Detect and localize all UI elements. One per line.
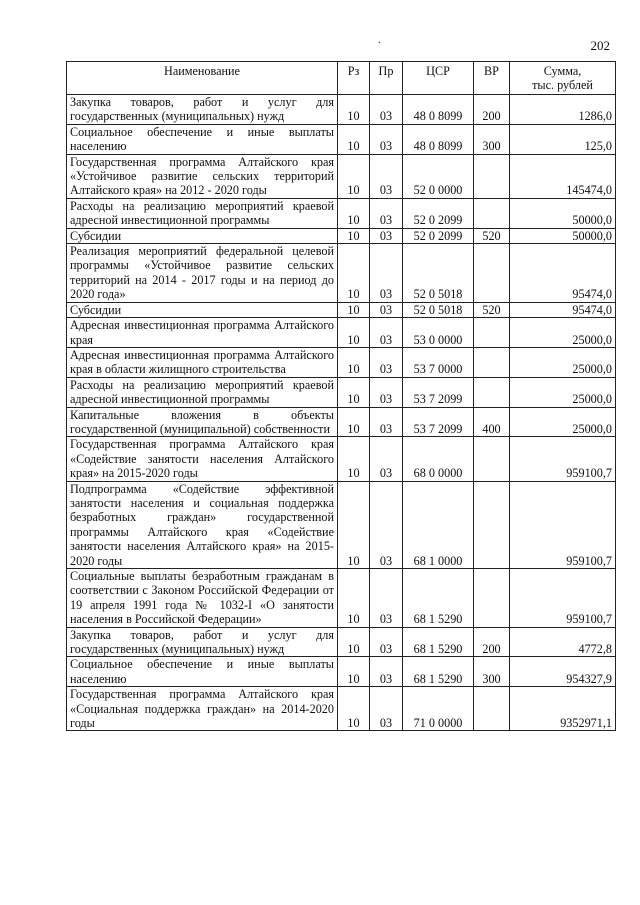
cell-pr: 03 xyxy=(370,228,403,243)
cell-pr: 03 xyxy=(370,318,403,348)
cell-sum: 959100,7 xyxy=(510,437,616,481)
cell-name: Закупка товаров, работ и услуг для государственных (муниципальных) нужд xyxy=(67,627,338,657)
cell-vr: 300 xyxy=(474,124,510,154)
cell-pr: 03 xyxy=(370,481,403,568)
cell-sum: 9352971,1 xyxy=(510,687,616,731)
cell-csr: 52 0 0000 xyxy=(403,154,474,198)
cell-pr: 03 xyxy=(370,347,403,377)
cell-name: Реализация мероприятий федеральной целевой программы «Устойчивое развитие сельских территорий на 2014 - 2017 годы и на период до 2020 года» xyxy=(67,244,338,303)
table-row xyxy=(67,302,616,317)
cell-sum: 145474,0 xyxy=(510,154,616,198)
cell-name: Государственная программа Алтайского края «Содействие занятости населения Алтайского края» на 2015-2020 годы xyxy=(67,437,338,481)
cell-csr: 68 1 5290 xyxy=(403,657,474,687)
cell-sum: 959100,7 xyxy=(510,569,616,628)
stray-dot: . xyxy=(378,35,381,46)
header-vr: ВР xyxy=(474,62,510,95)
cell-rz: 10 xyxy=(338,569,370,628)
cell-csr: 53 0 0000 xyxy=(403,318,474,348)
cell-csr: 52 0 2099 xyxy=(403,198,474,228)
cell-sum: 25000,0 xyxy=(510,407,616,437)
cell-name: Субсидии xyxy=(67,228,338,243)
cell-csr: 52 0 5018 xyxy=(403,302,474,317)
cell-csr: 48 0 8099 xyxy=(403,95,474,125)
header-sum xyxy=(510,62,616,95)
table-row xyxy=(67,347,616,377)
cell-name: Расходы на реализацию мероприятий краевой адресной инвестиционной программы xyxy=(67,198,338,228)
cell-vr: 200 xyxy=(474,627,510,657)
table-row xyxy=(67,95,616,125)
page-number: 202 xyxy=(590,38,610,53)
cell-name: Субсидии xyxy=(67,302,338,317)
cell-vr xyxy=(474,244,510,303)
cell-vr: 300 xyxy=(474,657,510,687)
cell-rz: 10 xyxy=(338,407,370,437)
cell-csr: 52 0 2099 xyxy=(403,228,474,243)
cell-sum: 25000,0 xyxy=(510,318,616,348)
cell-vr xyxy=(474,318,510,348)
cell-name: Подпрограмма «Содействие эффективной занятости населения и социальная поддержка безработных граждан» государственной программы Алтайского края «Содействие занятости населения Алтайского края» на 2015-2020 годы xyxy=(67,481,338,568)
cell-rz: 10 xyxy=(338,377,370,407)
cell-vr xyxy=(474,687,510,731)
header-sum-line2: тыс. рублей xyxy=(532,78,593,93)
cell-csr: 52 0 5018 xyxy=(403,244,474,303)
cell-pr: 03 xyxy=(370,687,403,731)
cell-pr: 03 xyxy=(370,198,403,228)
cell-csr: 68 1 5290 xyxy=(403,569,474,628)
cell-name: Закупка товаров, работ и услуг для государственных (муниципальных) нужд xyxy=(67,95,338,125)
cell-sum: 50000,0 xyxy=(510,228,616,243)
cell-name: Государственная программа Алтайского края «Социальная поддержка граждан» на 2014-2020 годы xyxy=(67,687,338,731)
cell-rz: 10 xyxy=(338,627,370,657)
table-row xyxy=(67,124,616,154)
cell-csr: 48 0 8099 xyxy=(403,124,474,154)
cell-pr: 03 xyxy=(370,244,403,303)
cell-pr: 03 xyxy=(370,302,403,317)
cell-vr: 400 xyxy=(474,407,510,437)
cell-name: Социальное обеспечение и иные выплаты населению xyxy=(67,657,338,687)
table-body xyxy=(67,95,616,731)
cell-rz: 10 xyxy=(338,657,370,687)
cell-name: Капитальные вложения в объекты государственной (муниципальной) собственности xyxy=(67,407,338,437)
cell-rz: 10 xyxy=(338,124,370,154)
cell-pr: 03 xyxy=(370,377,403,407)
cell-vr: 200 xyxy=(474,95,510,125)
cell-rz: 10 xyxy=(338,244,370,303)
cell-vr xyxy=(474,154,510,198)
cell-sum: 95474,0 xyxy=(510,244,616,303)
table-row xyxy=(67,154,616,198)
cell-vr: 520 xyxy=(474,228,510,243)
table-row xyxy=(67,318,616,348)
cell-csr: 68 1 5290 xyxy=(403,627,474,657)
cell-sum: 959100,7 xyxy=(510,481,616,568)
cell-rz: 10 xyxy=(338,437,370,481)
header-sum-line1: Сумма, xyxy=(543,64,582,78)
cell-rz: 10 xyxy=(338,687,370,731)
cell-sum: 4772,8 xyxy=(510,627,616,657)
table-row xyxy=(67,437,616,481)
table-row xyxy=(67,657,616,687)
header-csr: ЦСР xyxy=(403,62,474,95)
cell-sum: 125,0 xyxy=(510,124,616,154)
cell-vr xyxy=(474,481,510,568)
table-row xyxy=(67,244,616,303)
cell-name: Социальное обеспечение и иные выплаты населению xyxy=(67,124,338,154)
table-row xyxy=(67,377,616,407)
table-row xyxy=(67,198,616,228)
cell-sum: 954327,9 xyxy=(510,657,616,687)
header-name: Наименование xyxy=(67,62,338,95)
cell-rz: 10 xyxy=(338,198,370,228)
table-row xyxy=(67,627,616,657)
cell-csr: 53 7 2099 xyxy=(403,377,474,407)
cell-rz: 10 xyxy=(338,228,370,243)
cell-pr: 03 xyxy=(370,657,403,687)
cell-pr: 03 xyxy=(370,627,403,657)
cell-csr: 53 7 0000 xyxy=(403,347,474,377)
table-row xyxy=(67,407,616,437)
cell-pr: 03 xyxy=(370,154,403,198)
table-row xyxy=(67,687,616,731)
cell-csr: 71 0 0000 xyxy=(403,687,474,731)
cell-name: Государственная программа Алтайского края «Устойчивое развитие сельских территорий Алтайского края» на 2012 - 2020 годы xyxy=(67,154,338,198)
table-row xyxy=(67,481,616,568)
cell-rz: 10 xyxy=(338,95,370,125)
cell-vr xyxy=(474,347,510,377)
cell-csr: 68 0 0000 xyxy=(403,437,474,481)
budget-table xyxy=(66,61,616,731)
cell-pr: 03 xyxy=(370,124,403,154)
cell-sum: 25000,0 xyxy=(510,347,616,377)
header-row xyxy=(67,62,616,95)
cell-vr xyxy=(474,437,510,481)
cell-name: Адресная инвестиционная программа Алтайского края xyxy=(67,318,338,348)
table-header xyxy=(67,62,616,95)
cell-pr: 03 xyxy=(370,95,403,125)
cell-sum: 1286,0 xyxy=(510,95,616,125)
cell-sum: 25000,0 xyxy=(510,377,616,407)
cell-rz: 10 xyxy=(338,481,370,568)
table-row xyxy=(67,569,616,628)
cell-vr xyxy=(474,377,510,407)
cell-vr xyxy=(474,569,510,628)
cell-rz: 10 xyxy=(338,154,370,198)
cell-pr: 03 xyxy=(370,569,403,628)
cell-rz: 10 xyxy=(338,302,370,317)
cell-vr xyxy=(474,198,510,228)
cell-name: Адресная инвестиционная программа Алтайского края в области жилищного строительства xyxy=(67,347,338,377)
cell-pr: 03 xyxy=(370,437,403,481)
cell-sum: 95474,0 xyxy=(510,302,616,317)
cell-name: Социальные выплаты безработным гражданам в соответствии с Законом Российской Федерации от 19 апреля 1991 года № 1032-I «О занятости населения в Российской Федерации» xyxy=(67,569,338,628)
cell-name: Расходы на реализацию мероприятий краевой адресной инвестиционной программы xyxy=(67,377,338,407)
cell-csr: 68 1 0000 xyxy=(403,481,474,568)
table-row xyxy=(67,228,616,243)
cell-rz: 10 xyxy=(338,318,370,348)
cell-vr: 520 xyxy=(474,302,510,317)
header-rz: Рз xyxy=(338,62,370,95)
cell-rz: 10 xyxy=(338,347,370,377)
header-pr: Пр xyxy=(370,62,403,95)
cell-csr: 53 7 2099 xyxy=(403,407,474,437)
cell-pr: 03 xyxy=(370,407,403,437)
cell-sum: 50000,0 xyxy=(510,198,616,228)
